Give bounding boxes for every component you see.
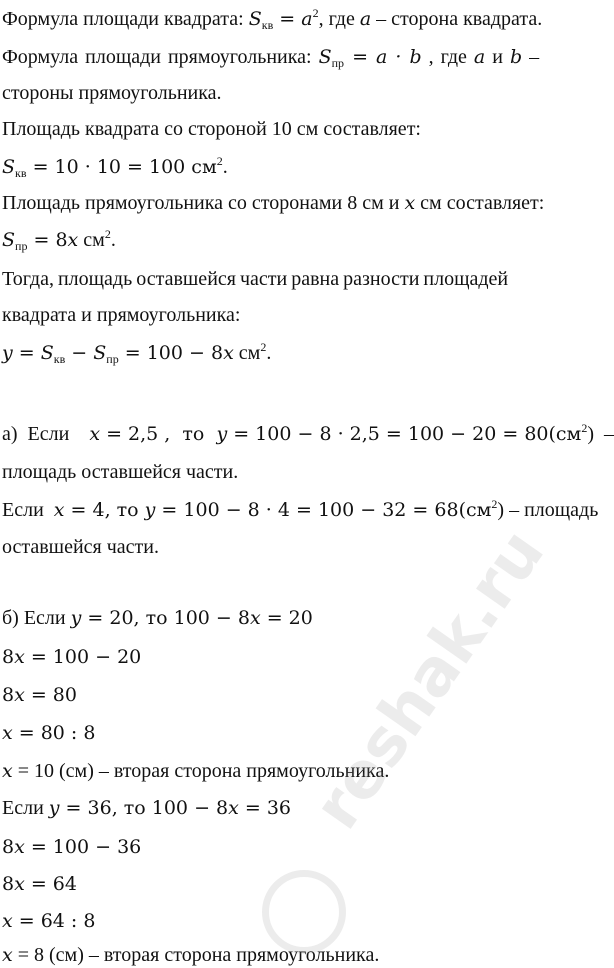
text-line: Тогда, площадь оставшейся части равна разности площадей xyxy=(2,268,509,290)
watermark: reshak.ru xyxy=(300,516,559,843)
formula-square: Формула площади квадрата: $S_{кв} = a^2$, где a – сторона квадрата. xyxy=(2,6,543,32)
remaining-area-formula: $y = S_{кв} - S_{пр} = 100 - 8x$ $см^2$. xyxy=(2,340,272,366)
text-line: стороны прямоугольника. xyxy=(2,82,222,104)
text-line: Площадь прямоугольника со сторонами 8 см и x см составляет: xyxy=(2,192,545,214)
square-area-calc: $S_{кв} = 10 \cdot 10 = 100$ $см^2$. xyxy=(2,154,228,180)
equation-line: 8x = 80 xyxy=(2,684,77,706)
part-a-case-2: Если x = 4, то $y = 100 - 8 \cdot 4 = 100 - 32 = 68(см^2)$ – площадь xyxy=(2,497,599,521)
formula-rectangle: Формула площади прямоугольника: $S_{пр} = a \cdot b$ , где a и b – xyxy=(2,46,540,70)
watermark-circle xyxy=(262,870,346,954)
rectangle-area-calc: $S_{пр} = 8x$ $см^2$. xyxy=(2,227,116,253)
part-b-case-2: Если y = 36, то 100 − 8x = 36 xyxy=(2,797,292,819)
equation-line: x = 64 : 8 xyxy=(2,910,96,932)
text-line: квадрата и прямоугольника: xyxy=(2,304,241,326)
equation-line: 8x = 100 − 36 xyxy=(2,836,142,858)
text-line: оставшейся части. xyxy=(2,536,159,558)
equation-line: 8x = 64 xyxy=(2,873,77,895)
answer-line: x = 8 (см) – вторая сторона прямоугольника. xyxy=(2,944,380,966)
equation-line: x = 80 : 8 xyxy=(2,722,96,744)
part-a-case-1: а) Если x = 2,5 , то $y = 100 - 8 \cdot 2,5 = 100 - 20 = 80(см^2)$ – xyxy=(2,421,614,445)
text-line: площадь оставшейся части. xyxy=(2,461,239,483)
part-b-case-1: б) Если y = 20, то 100 − 8x = 20 xyxy=(2,607,313,629)
text-line: Площадь квадрата со стороной 10 см составляет: xyxy=(2,118,421,140)
equation-line: 8x = 100 − 20 xyxy=(2,646,142,668)
answer-line: x = 10 (см) – вторая сторона прямоугольника. xyxy=(2,760,390,782)
